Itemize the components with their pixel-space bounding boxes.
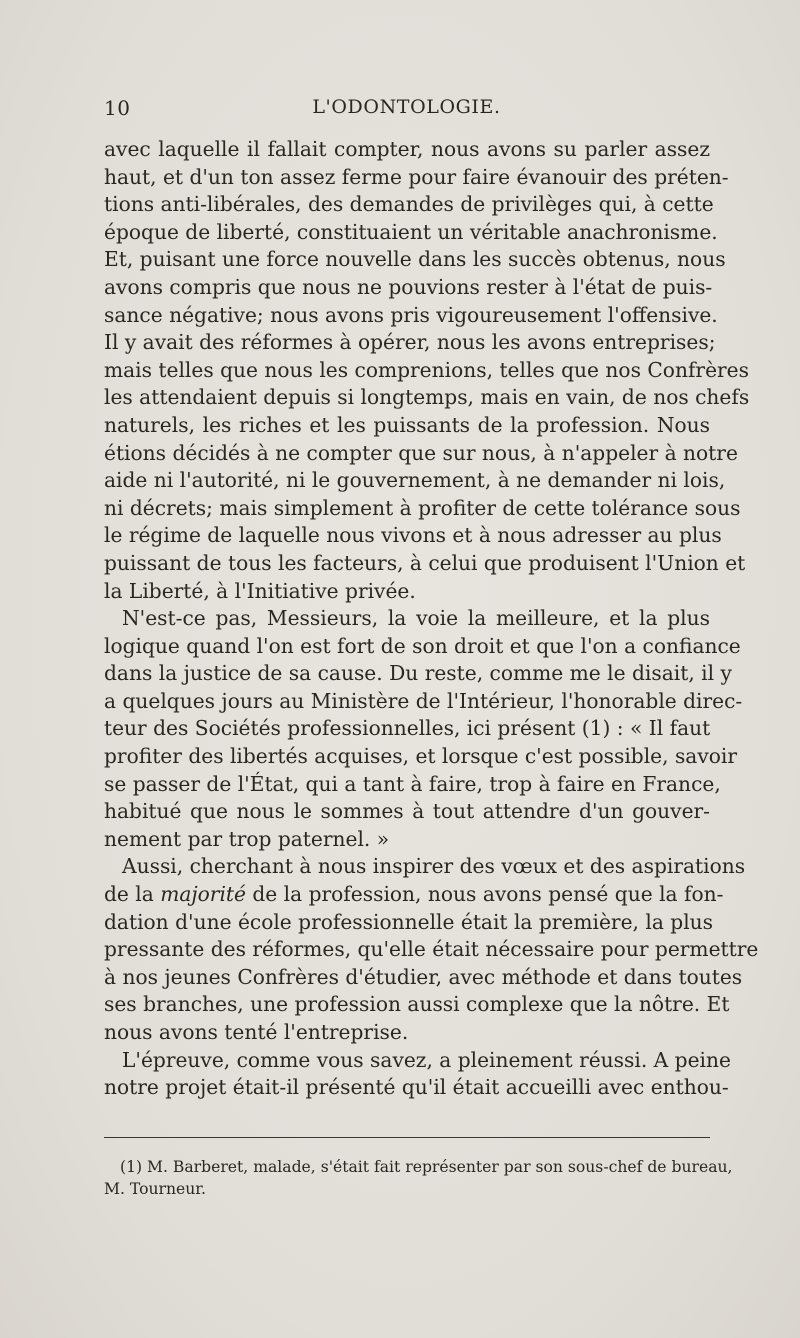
text-line: nement par trop paternel. » [104, 826, 390, 851]
footnote-line: M. Tourneur. [104, 1180, 206, 1198]
text-line: la Liberté, à l'Initiative privée. [104, 578, 416, 603]
text-line: étions décidés à ne compter que sur nous, à n'appeler à notre [104, 440, 738, 465]
text-line: aide ni l'autorité, ni le gouvernement, à ne demander ni lois, [104, 468, 726, 493]
page-header [104, 96, 709, 126]
text-line: ni décrets; mais simplement à profiter de cette tolérance sous [104, 495, 741, 520]
text-line: pressante des réformes, qu'elle était nécessaire pour permettre [104, 937, 759, 962]
text-line: logique quand l'on est fort de son droit et que l'on a confiance [104, 633, 741, 658]
text-line: dation d'une école professionnelle était la première, la plus [104, 909, 714, 934]
running-head: L'ODONTOLOGIE. [312, 96, 501, 118]
text-line: naturels, les riches et les puissants de la profession. Nous [104, 412, 710, 437]
text-line: Et, puisant une force nouvelle dans les succès obtenus, nous [104, 247, 726, 272]
page-number: 10 [104, 96, 131, 120]
text-line: notre projet était-il présenté qu'il était accueilli avec enthou- [104, 1075, 729, 1100]
text-line: le régime de laquelle nous vivons et à nous adresser au plus [104, 523, 722, 548]
text-line: puissant de tous les facteurs, à celui que produisent l'Union et [104, 550, 746, 575]
text-line: les attendaient depuis si longtemps, mais en vain, de nos chefs [104, 385, 750, 410]
text-line: époque de liberté, constituaient un véritable anachronisme. [104, 219, 718, 244]
footnote [104, 1156, 733, 1200]
text-line: ses branches, une profession aussi complexe que la nôtre. Et [104, 992, 730, 1017]
footnote-rule [104, 1137, 710, 1138]
text-line: avec laquelle il fallait compter, nous avons su parler assez [104, 137, 710, 161]
text-line: N'est-ce pas, Messieurs, la voie la meilleure, et la plus [122, 606, 710, 631]
text-line: Aussi, cherchant à nous inspirer des vœux et des aspirations [122, 854, 746, 879]
paragraph [104, 136, 750, 605]
text-line: nous avons tenté l'entreprise. [104, 1020, 409, 1044]
paragraph [104, 853, 759, 1046]
text-line: sance négative; nous avons pris vigoureusement l'offensive. [104, 302, 718, 327]
text-line: haut, et d'un ton assez ferme pour faire évanouir des préten- [104, 164, 729, 189]
text-line: a quelques jours au Ministère de l'Intérieur, l'honorable direc- [104, 688, 743, 713]
body-text [104, 136, 759, 1102]
footnote-line: (1) M. Barberet, malade, s'était fait représenter par son sous-chef de bureau, [120, 1158, 733, 1176]
paragraph [104, 605, 743, 853]
paragraph [104, 1047, 731, 1102]
text-line: se passer de l'État, qui a tant à faire, trop à faire en France, [104, 771, 721, 796]
text-line: de la majorité de la profession, nous avons pensé que la fon- [104, 882, 724, 907]
text-line: dans la justice de sa cause. Du reste, comme me le disait, il y [104, 661, 732, 686]
text-line: profiter des libertés acquises, et lorsque c'est possible, savoir [104, 744, 738, 769]
text-line: L'épreuve, comme vous savez, a pleinement réussi. A peine [122, 1047, 731, 1072]
text-line: avons compris que nous ne pouvions rester à l'état de puis- [104, 274, 713, 299]
text-line: mais telles que nous les comprenions, telles que nos Confrères [104, 357, 749, 382]
text-line: habitué que nous le sommes à tout attendre d'un gouver- [104, 799, 710, 824]
text-line: teur des Sociétés professionnelles, ici présent (1) : « Il faut [104, 716, 711, 741]
text-line: Il y avait des réformes à opérer, nous les avons entreprises; [104, 330, 716, 355]
text-line: à nos jeunes Confrères d'étudier, avec méthode et dans toutes [104, 964, 743, 989]
text-line: tions anti-libérales, des demandes de privilèges qui, à cette [104, 192, 714, 217]
